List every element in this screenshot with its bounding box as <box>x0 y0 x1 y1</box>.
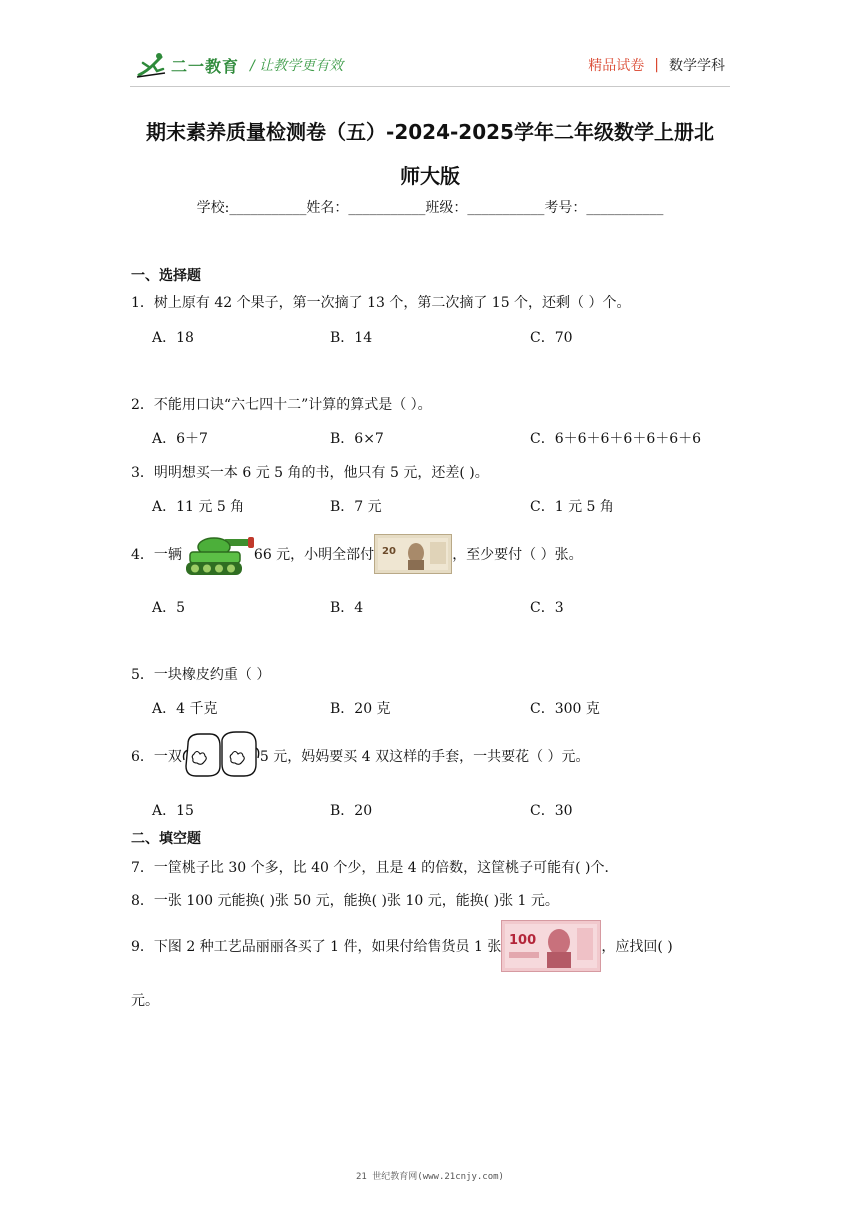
logo-text: 二一教育 <box>171 56 240 76</box>
gloves-icon <box>182 730 260 782</box>
slogan: / 让教学更有效 <box>250 58 344 74</box>
q3-option-a: A．11 元 5 角 <box>152 499 245 515</box>
question-8: 8．一张 100 元能换( )张 50 元，能换( )张 10 元，能换( )张 1 元。 <box>131 893 559 909</box>
banknote-20-icon <box>374 534 452 574</box>
logo <box>135 50 239 80</box>
q4-option-a: A．5 <box>152 600 186 616</box>
q4-option-c: C．3 <box>530 600 564 616</box>
q5-option-b: B．20 克 <box>330 701 391 717</box>
q3-option-b: B．7 元 <box>330 499 382 515</box>
header-separator: | <box>654 57 659 73</box>
question-2: 2．不能用口诀“六七四十二”计算的算式是（ ）。 <box>131 397 432 413</box>
question-5: 5．一块橡皮约重（ ） <box>131 667 271 683</box>
runner-logo-icon <box>135 51 169 79</box>
q4-text-pre: 4．一辆 <box>131 547 182 563</box>
question-7: 7．一筐桃子比 30 个多，比 40 个少，且是 4 的倍数，这筐桃子可能有( )个． <box>131 860 619 876</box>
question-9 <box>131 920 673 972</box>
q4-text-post: ，至少要付（ ）张。 <box>452 547 583 563</box>
q2-option-b: B．6×7 <box>330 431 384 447</box>
q1-option-b: B．14 <box>330 330 373 346</box>
page-title-line2: 师大版 <box>400 164 460 188</box>
page-title-line1: 期末素养质量检测卷（五）-2024-2025学年二年级数学上册北 <box>146 120 714 144</box>
student-info-line: 学校:___________姓名：___________班级：___________考号：___________ <box>196 200 664 216</box>
header-label-premium: 精品试卷 <box>588 58 645 74</box>
q6-text-pre: 6．一双 <box>131 749 182 765</box>
q2-option-a: A．6＋7 <box>152 431 208 447</box>
tank-toy-icon <box>182 530 254 578</box>
section-choice: 一、选择题 <box>131 268 201 284</box>
q1-option-a: A．18 <box>152 330 194 346</box>
q4-text-mid: 66 元，小明全部付 <box>253 547 375 563</box>
q9-text-post: ，应找回( ) <box>601 939 673 955</box>
q6-text-post: 5 元，妈妈要买 4 双这样的手套，一共要花（ ）元。 <box>259 749 590 765</box>
question-3: 3．明明想买一本 6 元 5 角的书，他只有 5 元，还差( )。 <box>131 465 489 481</box>
q5-option-c: C．300 克 <box>530 701 600 717</box>
header-right <box>588 55 725 75</box>
banknote-20-value: 20 <box>382 546 397 557</box>
header-divider <box>130 86 730 87</box>
q9-text-pre: 9．下图 2 种工艺品丽丽各买了 1 件，如果付给售货员 1 张 <box>131 939 502 955</box>
q1-option-c: C．70 <box>530 330 573 346</box>
q2-option-c: C．6＋6＋6＋6＋6＋6＋6 <box>530 431 702 447</box>
page-footer: 21 世纪教育网(www.21cnjy.com) <box>356 1172 504 1182</box>
q6-option-a: A．15 <box>152 803 194 819</box>
header-label-subject: 数学学科 <box>669 58 725 74</box>
banknote-100-value: 100 <box>509 933 537 948</box>
question-9-line2: 元。 <box>131 993 159 1009</box>
question-4 <box>131 530 583 578</box>
question-6 <box>131 730 590 782</box>
q3-option-c: C．1 元 5 角 <box>530 499 614 515</box>
section-fill-in: 二、填空题 <box>131 831 201 847</box>
q6-option-b: B．20 <box>330 803 373 819</box>
question-1: 1．树上原有 42 个果子，第一次摘了 13 个，第二次摘了 15 个，还剩（ ）个。 <box>131 295 631 311</box>
q6-option-c: C．30 <box>530 803 573 819</box>
q4-option-b: B．4 <box>330 600 364 616</box>
q5-option-a: A．4 千克 <box>152 701 218 717</box>
banknote-100-icon <box>501 920 601 972</box>
